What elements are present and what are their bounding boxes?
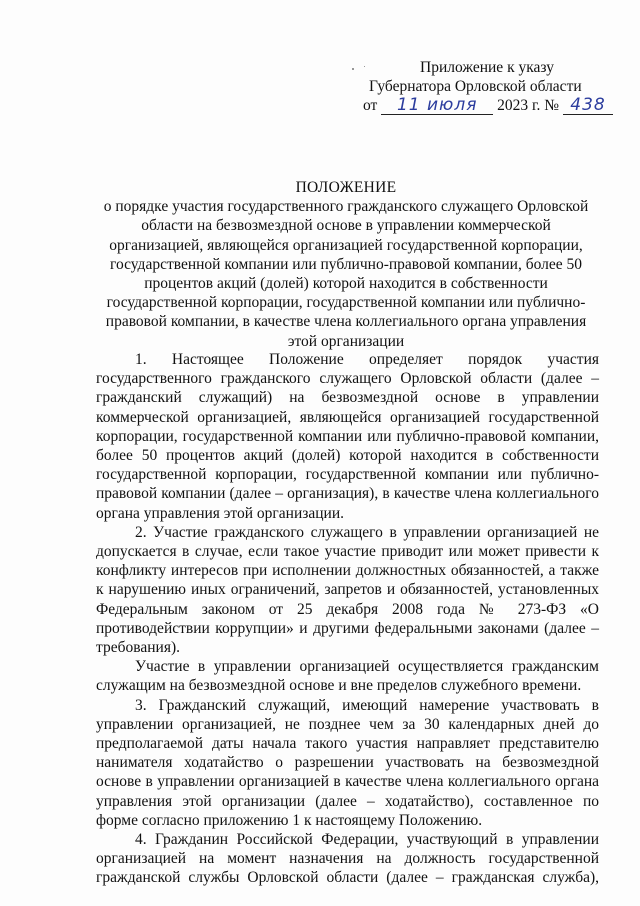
document-body [96, 350, 599, 888]
paragraph-4: 4. Гражданин Российской Федерации, участвующий в управлении организацией на момент назначения на должность государственной гражданской службы Орловской области (далее – гражданская служба), [96, 831, 599, 887]
scan-speck [352, 68, 354, 70]
year-number-label: 2023 г. № [497, 97, 560, 114]
handwritten-date: 11 июля [396, 95, 478, 115]
number-field [563, 97, 613, 115]
date-field [381, 97, 493, 115]
date-prefix: от [363, 97, 378, 114]
paragraph-2: 2. Участие гражданского служащего в управлении организацией не допускается в случае, если такое участие приводит или может привести к конфликту интересов при исполнении должностных обязанностей, а также к нарушению иных ограничений, запретов и обязанностей, установленных Федеральным законом от 25 декабря 2008 года № 273-ФЗ «О противодействии коррупции» и другими федеральными законами (далее – требования). [96, 523, 599, 657]
document-title [96, 178, 596, 351]
paragraph-1: 1. Настоящее Положение определяет порядок участия государственного гражданского служащего Орловской области (далее – гражданский служащий) на безвозмездной основе в управлении коммерческой организацией, являющейся организацией государственной корпорации, государственной компании или публично-правовой компании, более 50 процентов акций (долей) которой находится в собственности государственной корпорации, государственной компании или публично-правовой компании (далее – организация), в качестве члена коллегиального органа управления этой организации. [96, 351, 599, 522]
annex-line-1: Приложение к указу [420, 59, 554, 76]
paragraph-3: 3. Гражданский служащий, имеющий намерение участвовать в управлении организацией, не позднее чем за 30 календарных дней до предполагаемой даты начала такого участия направляет представителю нанимателя ходатайство о разрешении участвовать на безвозмездной основе в управлении организацией в качестве члена коллегиального органа управления этой организации (далее – ходатайство), составленное по форме согласно приложению 1 к настоящему Положению. [96, 696, 599, 829]
annex-header [363, 58, 606, 115]
paragraph-2-continued: Участие в управлении организацией осуществляется гражданским служащим на безвозмездной основе и вне пределов служебного времени. [96, 658, 599, 695]
annex-line-2: Губернатора Орловской области [369, 78, 582, 95]
document-subtitle: о порядке участия государственного гражданского служащего Орловской области на безвозмездной основе в управлении коммерческой организацией, являющейся организацией государственной корпорации, государственной компании или публично-правовой компании, более 50 процентов акций (долей) которой находится в собственности государственной корпорации, государственной компании или публично-правовой компании, в качестве члена коллегиального органа управления этой организации [103, 198, 589, 350]
handwritten-number: 438 [570, 95, 606, 115]
annex-date-line [363, 95, 606, 115]
document-heading: ПОЛОЖЕНИЕ [295, 179, 397, 196]
